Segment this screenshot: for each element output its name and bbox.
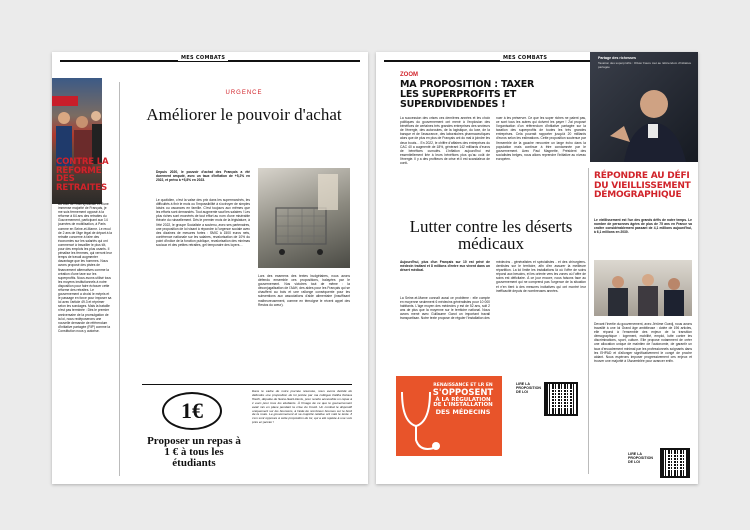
right-page [376, 52, 698, 484]
box-title: Proposer un repas à 1 € à tous les étudiants [147, 435, 241, 469]
column-divider [119, 82, 120, 476]
photo-caption-title: Partage des richesses [598, 56, 636, 60]
banner-line-1: RENAISSANCE ET LR EN [433, 383, 493, 388]
qr-label-1: LIRE LA PROPOSITION DE LOI [516, 382, 541, 395]
sidebar-body: Au côté de l'intersyndicale et d'une immense majorité de Français, je me suis fermement opposé à la réforme à 64 ans des retraites du Gouvernement, participant aux 14 journées de mobilisation, à Paris comme en Seine-et-Marne. Le recul de 2 ans de l'âge légal de départ à la retraite concerne à faire des économies sur les salariés qui ont commencé à travailler le plus tôt, pour des emplois les plus usants. Il pénalise les femmes, qui verront leur temps de travail augmenter davantage que les hommes. Nous avons proposé des pistes de financement alternatives comme la création d'une taxe sur les superprofits. Nous avons utilisé tous les moyens institutionnels à notre disposition pour faire échouer cette réforme des retraites. Le gouvernement a choisi le mépris et le passage en force pour imposer sa loi avec l'article 49.3 et réprimer selon les sondages. Mais la bataille n'est pas terminée : Dès le premier anniversaire de la promulgation de la loi, nous redéposerons une nouvelle demande de référendum d'initiative partagée (RIP) comme la Constitution nous y autorise. [58, 202, 112, 333]
article-col1: Le quotidien, c'est la valse des prix dans les supermarchés, les difficultés à finir le mois ou l'impossibilité à s'octroyer de simples loisirs ou vacances en famille. C'est toujours aux mêmes que les efforts sont demandés. Tout augmente sauf les salaires ! Les plus riches sont exonérés de tout effort au nom d'une misérable théorie du ruissellement. Dès le premier mois de la législature, à l'été 2022, le groupe Socialiste a soutenu, avec ses partenaires, une proposition de loi visant à répondre à l'urgence sociale avec des dizaines de mesures fortes : SMIC à 1500 euros nets, conférence nationale sur les salaires, revalorisation de 10% du point d'indice de la fonction publique, revalorisation des minimas sociaux et des petites retraites, gel temporaire des loyers… [156, 198, 250, 248]
left-page [52, 52, 368, 484]
zoom-col1: La succession des crises ces dernières années et les choix politiques du gouvernement ont mené à l'explosion des bénéfices de certaines très grandes entreprises des secteurs de l'énergie, des autoroutes, de la logistique, du luxe, de la banque et de l'assurance, des laboratoires pharmaceutiques alors que de plus en plus de Français ont du mal à joindre les deux bouts… En 2022, le chiffre d'affaires des entreprises du CAC 40 a augmenté de 18%, générant 142 milliards d'euros de bénéfices cumulés. L'inflation aujourd'hui est essentiellement liée à leurs bénéfices plus qu'au coût de l'énergie. Il y a des profiteurs de crise et il est scandaleux de conti- [400, 116, 490, 166]
sidebar-title: CONTRE LA RÉFORME DES RETRAITES [56, 157, 109, 193]
article-title: Améliorer le pouvoir d'achat [146, 105, 342, 124]
meeting-photo [594, 260, 692, 316]
box-body: Dans le cadre de notre journée réservée, nous avons décidé de défendre une proposition de loi portée par ma collègue Fatiha Keloua Hachi, députée de Seine-Saint-Denis, pour rendre accessible un repas à 1 euro pour tous les étudiants. À l'image de ce que le gouvernement avait mis en place pendant la crise du Covid. Un combat le dispositif uniquement sur les boursiers, à l'aide de nombreux bourses sur le bord de la route. Le gouvernement et sa majorité relative ont voté le texte. Il s'en sont opposés à cette proposition de loi, qui a été rejetée à une voix près en janvier ! [252, 390, 352, 425]
qr-label-2: LIRE LA PROPOSITION DE LOI [628, 452, 653, 465]
meeting-illustration [594, 260, 692, 316]
article-kicker: URGENCE [225, 90, 263, 96]
medical-col1: La Seine-et-Marne connaît aussi ce problème : elle compte en moyenne seulement 6 médecins généralistes pour 10 000 habitants. L'âge moyen des médecins y est de 52 ans, soit 2 ans de plus que la moyenne sur le territoire national. Nous avons mené avec Guillaume Garot un important travail transpartisan. Notre texte propose de réguler l'installation des [400, 296, 490, 321]
zoom-title-1: MA PROPOSITION : TAXER [400, 79, 535, 90]
zoom-title-2: LES SUPERPROFITS ET SUPERDIVIDENDES ! [400, 89, 517, 110]
medical-title: Lutter contre les déserts médicaux [409, 217, 573, 253]
zoom-col2: nuer à les préserver. Ce que les super riches ne paient pas, ce sont tous les autres qui doivent les payer ! J'ai proposé l'organisation d'un référendum d'initiative partagée sur la taxation des superprofits de toutes les très grandes entreprises. Cela pourrait rapporter jusqu'à 20 milliards d'euros selon les estimations. Cette proposition soutenue par l'ensemble de la gauche rencontre un large écho dans la population mais continue à être condamnée par le gouvernement. Avec Paul Magnette, Président des socialistes belges, nous allons reprendre l'initiative au niveau européen. [496, 116, 586, 161]
section-header: MES COMBATS [178, 55, 228, 61]
qr-code-1[interactable] [544, 382, 578, 416]
zoom-kicker: ZOOM [400, 72, 418, 78]
box-rule [142, 384, 352, 385]
cart-illustration [258, 168, 350, 268]
aging-body: Devant l'inertie du gouvernement, avec Jérôme Guedj, nous avons travaillé à une loi Grand âge ambitieuse : dotée de 196 articles, elle répond à l'ensemble des enjeux de la transition démographique : logement, mobilité, emploi, lutte contre les discriminations, sport, culture. Elle propose notamment de créer une allocation unique de maintien de l'autonomie, de garantir un taux d'encadrement minimal par les professionnels soignants dans les EHPAD et d'allonger significativement le congé de proche aidant. Nous espérons imposer progressivement ces enjeux et trouver une majorité à l'Assemblée pour avancer enfin. [594, 322, 692, 363]
medical-intro: Aujourd'hui, plus d'un Français sur 10 est privé de médecin traitant et 8 millions d'entre eux vivent dans un désert médical. [400, 260, 490, 273]
article-intro: Depuis 2020, le pouvoir d'achat des Français a été durement amputé, avec un taux d'inflation de +5,2% en 2022, et prévu à +5,8% en 2023. [156, 170, 250, 183]
price-badge: 1€ [162, 392, 222, 430]
section-header: MES COMBATS [500, 55, 550, 61]
aging-title: RÉPONDRE AU DÉFI DU VIEILLISSEMENT DÉMOGRAPHIQUE [594, 171, 691, 200]
shopping-cart-photo [258, 168, 350, 268]
column-divider [588, 168, 589, 474]
qr-code-2[interactable] [660, 448, 690, 478]
photo-caption: Taxation des superprofits : Olivier Faure tout au référendum d'initiative partagée [598, 61, 692, 69]
banner-line-4: DE L'INSTALLATION [433, 402, 493, 409]
banner-line-5: DES MÉDECINS [435, 408, 491, 417]
banner-line-3: À LA RÉGULATION [435, 396, 491, 403]
medical-col2: médecins - généralistes et spécialistes - et des chirurgiens-dentistes sur le territoire, afin d'en assurer la meilleure répartition. La loi limite les installations là où l'offre de soins répond aux besoins, et les oriente vers les zones où l'offre de soins est déficitaire. À ce jour encore, nous faisons face au gouvernement qui ne comprend pas l'urgence de la situation et n'en tient à des mesures incitatives qui ont montré leur inefficacité depuis de nombreuses années. [496, 260, 586, 293]
article-col2: Lors des examens des textes budgétaires, nous avons défendu ensemble ces propositions, balayées par le gouvernement. Nos victoires tout de même : la déconjugalisation de l'AAH, des aides pour les Français qui se chauffent au bois et une rallonge conséquente pour les subventions aux associations d'aide alimentaire (insuffisant malheureusement, comme en témoigne le récent appel des Restos du cœur). [258, 274, 350, 307]
medical-banner [396, 376, 502, 456]
aging-intro: Le vieillissement est l'un des grands défis de notre temps. Le nombre de personnes âgées de plus de 75 ans en France va croître considérablement passant de 4,1 millions aujourd'hui, à 6,1 millions en 2030. [594, 218, 692, 235]
banner-line-2: S'OPPOSENT [432, 387, 494, 398]
